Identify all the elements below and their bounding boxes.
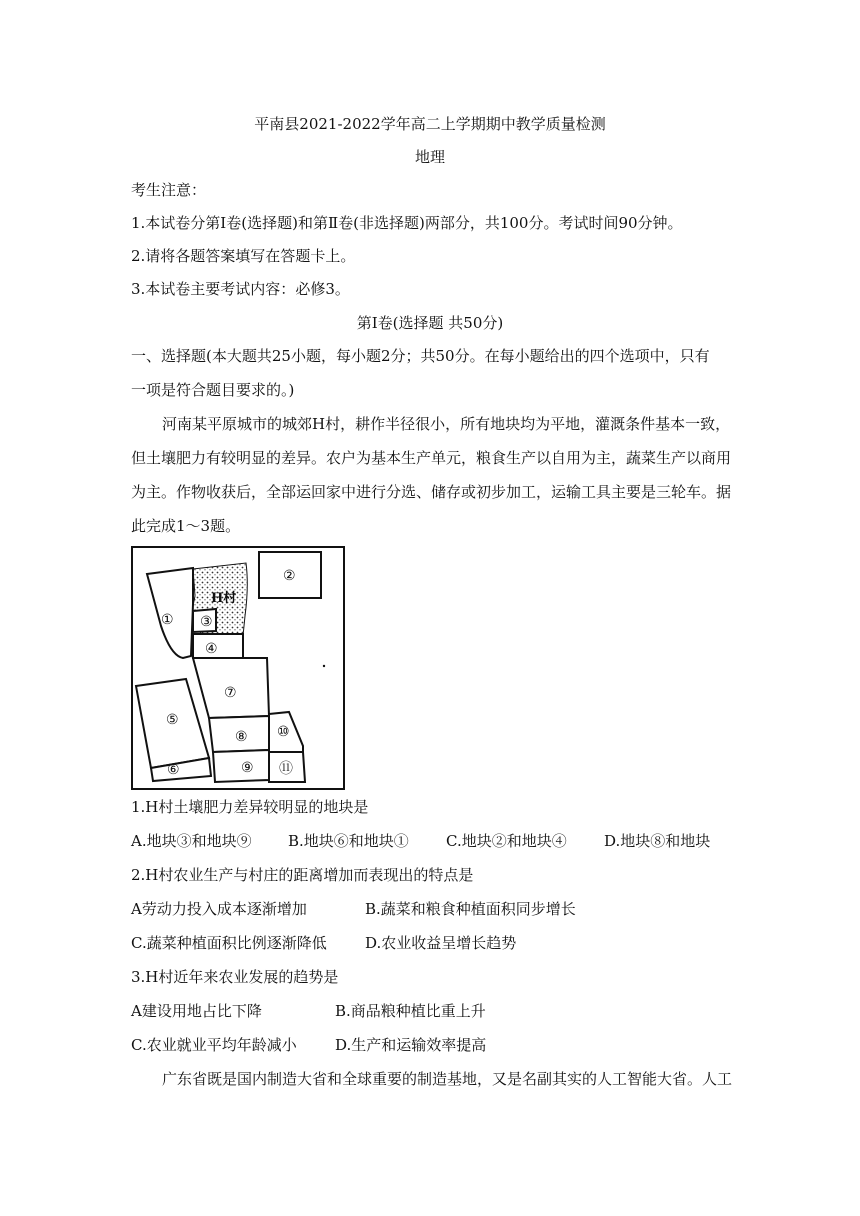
plot-4 [193,634,243,658]
plot-label: ③ [200,614,213,630]
plot-label: ⑥ [167,762,180,778]
answer-option: A.地块③和地块⑨ [131,832,252,850]
plot-label: ⑨ [241,760,254,776]
plot-label: ④ [205,641,218,657]
plot-label: ⑦ [224,685,237,701]
plot-label: ② [283,568,296,584]
passage-line: 河南某平原城市的城郊H村，耕作半径很小，所有地块均为平地，灌溉条件基本一致， [162,415,731,433]
answer-option: D.生产和运输效率提高 [335,1036,487,1054]
answer-option: C.农业就业平均年龄减小 [131,1036,297,1054]
village-plot-map [131,546,345,790]
notice-item: 2.请将各题答案填写在答题卡上。 [131,247,356,265]
section-instruction: 一、选择题(本大题共25小题，每小题2分；共50分。在每小题给出的四个选项中，只有 [131,347,710,365]
notice-item: 1.本试卷分第Ⅰ卷(选择题)和第Ⅱ卷(非选择题)两部分，共100分。考试时间90分钟。 [131,214,683,232]
answer-option: A劳动力投入成本逐渐增加 [131,900,307,918]
section-title: 第Ⅰ卷(选择题 共50分) [356,314,504,332]
plot-label: ⑩ [277,724,290,740]
plot-label: ⑤ [166,712,179,728]
question-stem: 2.H村农业生产与村庄的距离增加而表现出的特点是 [131,866,474,884]
exam-title: 平南县2021-2022学年高二上学期期中教学质量检测 [254,115,606,133]
answer-option: D.农业收益呈增长趋势 [365,934,517,952]
village-label: H村 [211,591,237,606]
answer-option: C.地块②和地块④ [446,832,567,850]
question-stem: 3.H村近年来农业发展的趋势是 [131,968,339,986]
answer-option: B.地块⑥和地块① [288,832,409,850]
plot-label: ⑪ [279,761,293,777]
passage-line: 广东省既是国内制造大省和全球重要的制造基地，又是名副其实的人工智能大省。人工 [162,1070,733,1088]
answer-option: D.地块⑧和地块 [604,832,711,850]
plot-label: ⑧ [235,729,248,745]
notice-item: 3.本试卷主要考试内容：必修3。 [131,280,350,298]
passage-line: 但土壤肥力有较明显的差异。农户为基本生产单元，粮食生产以自用为主，蔬菜生产以商用 [131,449,732,467]
section-instruction: 一项是符合题目要求的。) [131,381,295,399]
answer-option: A建设用地占比下降 [131,1002,262,1020]
answer-option: B.商品粮种植比重上升 [335,1002,486,1020]
notice-heading: 考生注意： [131,181,207,199]
answer-option: C.蔬菜种植面积比例逐渐降低 [131,934,327,952]
answer-option: B.蔬菜和粮食种植面积同步增长 [365,900,576,918]
passage-line: 此完成1～3题。 [131,517,241,535]
subject-title: 地理 [414,148,445,166]
passage-line: 为主。作物收获后，全部运回家中进行分选、储存或初步加工，运输工具主要是三轮车。据 [131,483,732,501]
question-stem: 1.H村土壤肥力差异较明显的地块是 [131,798,369,816]
plot-label: ① [161,612,174,628]
